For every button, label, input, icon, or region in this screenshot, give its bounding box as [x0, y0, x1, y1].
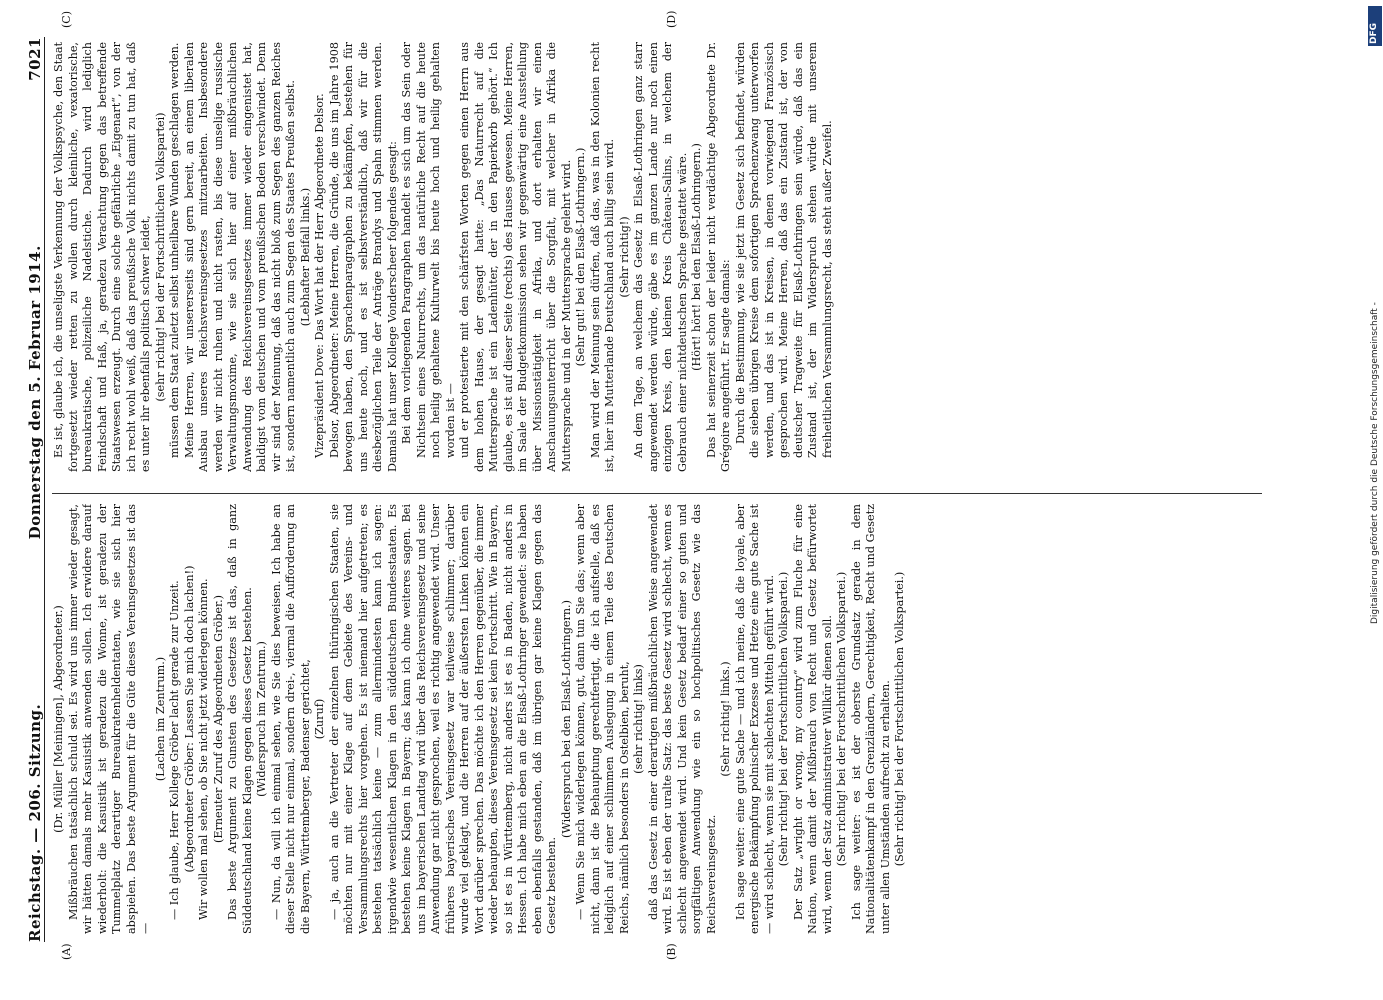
- interjection: (Sehr richtig! bei der Fortschrittlichen Volkspartei.): [777, 571, 790, 867]
- margin-letter-d: (D): [665, 10, 678, 28]
- paragraph: Mißbräuchen tatsächlich schuld sei. Es wird uns immer wieder gesagt, wir hätten damals mehr Kasuistik anwenden sollen. Ich erwidere darauf wiederholt: die Kasuistik ist geradezu die Wonne, ist geradezu der Tummelplatz derartiger Bureaukratenheldentaten, wie sie sich hier abspielen. Das beste Argument für die Güte dieses Vereinsgesetzes ist das —: [66, 504, 152, 934]
- paragraph: — ja, auch an die Vertreter der einzelnen thüringischen Staaten, sie möchten nur mit einer Klage auf dem Gebiete des Vereins- und Versammlungsrechts hier vorgehen. Es ist niemand hier aufgetreten; es bestehen tatsächlich keine — zum allermindesten kann ich sagen: irgendwie wesentlichen Klagen in den süddeutschen Bundesstaaten. Es bestehen keine Klagen in Bayern; das kann ich ohne weiteres sagen. Bei uns im bayerischen Landtag wird über das Reichsvereinsgesetz und seine Anwendung gar nicht gesprochen, weil es richtig angewendet wird. Unser früheres bayerisches Vereinsgesetz war teilweise schlimmer; darüber wurde viel geklagt, und die Herren auf der äußersten Linken können ein Wort darüber sprechen. Das möchte ich den Herren gegenüber, die immer wieder behaupten, dieses Vereinsgesetz sei kein Fortschritt. Wie in Bayern, so ist es in Württemberg, nicht anders ist es in Baden, nicht anders in Hessen. Ich habe mich eben an die Elsaß-Lothringer gewendet: sie haben eben ebenfalls gestanden, daß im übrigen gar keine Klagen gegen das Gesetz bestehen.: [327, 504, 558, 934]
- quotation: Durch die Bestimmung, wie sie jetzt im Gesetz sich befindet, würden die sieben übrigen Kreise dem sofortigen Sprachenzwang unterworfen werden, und das ist in Kreisen, in denen vorwiegend Französisch gesprochen wird. Meine Herren, daß das ein Zustand ist, der von deutscher Tragweite für Elsaß-Lothringen sein würde, daß das ein Zustand ist, der im Widerspruch stehen würde mit unserem freiheitlichen Versammlungsrecht, das steht außer Zweifel.: [733, 42, 834, 458]
- quotation: Bei dem vorliegenden Paragraphen handelt es sich um das Sein oder Nichtsein eines Naturrechts, um das natürliche Recht auf die heute noch heilig gehaltene Kulturwelt bis heute hoch und heilig gehalten worden ist —: [400, 42, 457, 458]
- paragraph: Ich sage weiter: eine gute Sache — und ich meine, daß die loyale, aber energische Bekämpfung polnischer Exzesse und Hetze eine gute Sache ist — wird schlecht, wenn sie mit schlechten Mitteln geführt wird.: [733, 504, 776, 934]
- interjection: (Sehr richtig!): [617, 216, 631, 298]
- paragraph: müssen dem Staat zuletzt selbst unheilbare Wunden geschlagen werden.: [168, 42, 181, 458]
- paragraph: Das hat seinerzeit schon der leider nicht verdächtige Abgeordnete Dr. Grégoire angeführt. Er sagte damals:: [704, 42, 732, 472]
- margin-letter-c: (C): [60, 11, 73, 28]
- paragraph: — Wenn Sie mich widerlegen können, gut, dann tun Sie das; wenn aber nicht, dann ist die Behauptung gerechtfertigt, die ich aufstelle, daß es lediglich auf einer schlimmen Auslegung in einem Teile des Deutschen Reichs, nämlich besonders in Ostelbien, beruht,: [574, 504, 631, 934]
- margin-letter-b: (B): [665, 943, 678, 960]
- paragraph: Das beste Argument zu Gunsten des Gesetzes ist das, daß in ganz Süddeutschland keine Klagen gegen dieses Gesetz bestehen.: [226, 504, 254, 934]
- interjection: (Lachen im Zentrum.): [153, 656, 167, 782]
- interjection: (Widerspruch im Zentrum.): [255, 641, 268, 797]
- interjection: (Erneuter Zuruf des Abgeordneten Gröber.): [211, 594, 225, 844]
- speaker-note: (Dr. Müller [Meiningen], Abgeordneter.): [52, 605, 65, 833]
- paragraph: Man wird der Meinung sein dürfen, daß das, was in den Kolonien recht ist, hier im Mutterlande Deutschland auch billig sein wird.: [588, 42, 616, 472]
- interjection: (sehr richtig! bei der Fortschrittlichen Volkspartei): [153, 112, 167, 402]
- interjection: (Sehr richtig! links.): [719, 661, 732, 777]
- interjection: (Sehr richtig! bei der Fortschrittlichen Volkspartei.): [835, 571, 848, 867]
- interjection: (Hört! hört! bei den Elsaß-Lothringern.): [690, 143, 703, 371]
- header-date: Donnerstag den 5. Februar 1914.: [26, 245, 44, 540]
- dfg-logo-text: DFG: [1369, 22, 1379, 44]
- paragraph: und er protestierte mit den schärfsten Worten gegen einen Herrn aus dem hohen Hause, der gesagt hatte: „Das Naturrecht auf die Muttersprache ist ein Ladenhüter, der in den Papierkorb gehört.“ Ich glaube, es ist auf dieser Seite (rechts) des Hauses gewesen. Meine Herren, im Saale der Budgetkommission sehen wir gegenwärtig eine Ausstellung über Missionstätigkeit in Afrika, und dort erhalten wir einen Anschauungsunterricht über die Sorgfalt, mit welcher in Afrika die Muttersprache und in der Muttersprache gelehrt wird.: [458, 42, 573, 472]
- paragraph: Vizepräsident Dove: Das Wort hat der Herr Abgeordnete Delsor.: [313, 93, 326, 458]
- right-column: [52, 42, 1267, 472]
- margin-letter-a: (A): [60, 943, 73, 960]
- digitization-footer: [1368, 10, 1382, 990]
- paragraph: Ich sage weiter: es ist der oberste Grundsatz gerade in dem Nationalitätenkampf in den Grenzländern, Gerechtigkeit, Recht und Gesetz unter allen Umständen aufrecht zu erhalten.: [849, 504, 892, 934]
- interjection: (sehr richtig! links): [632, 664, 645, 774]
- paragraph: — Nun, da will ich einmal sehen, wie Sie dies beweisen. Ich habe an dieser Stelle nicht nur einmal, sondern drei-, viermal die Aufforderung an die Bayern, Württemberger, Badenser gerichtet,: [269, 504, 312, 934]
- left-column: [52, 504, 1267, 934]
- paragraph: Der Satz „wright or wrong, my country“ wird zum Fluche für eine Nation, wenn damit der Mißbrauch von Recht und Gesetz befürwortet wird, wenn der Satz administrativer Willkür dienen soll.: [791, 504, 834, 934]
- interjection: (Sehr richtig! bei der Fortschrittlichen Volkspartei.): [893, 571, 906, 867]
- paragraph: — Ich glaube, Herr Kollege Gröber lacht gerade zur Unzeit.: [168, 580, 181, 920]
- page-number: 7021: [26, 37, 44, 81]
- paragraph: Es ist, glaube ich, die unseligste Verkennung der Volkspsyche, den Staat fortgesetzt wieder retten zu wollen durch kleinliche, vexatorische, bureaukratische, polizeiliche Nadelstiche. Dadurch wird lediglich Feindschaft und Haß, ja, geradezu Verachtung gegen das betreffende Staatswesen erzeugt. Durch eine solche gefährliche „Eigenart“, von der ich recht wohl weiß, daß das preußische Volk nichts damit zu tun hat, daß es unter ihr ebenfalls politisch schwer leidet,: [52, 42, 152, 472]
- column-divider: [52, 493, 1262, 494]
- interjection: (Abgeordneter Gröber: Lassen Sie mich doch lachen!): [182, 565, 196, 873]
- footer-text: Digitalisierung gefördert durch die Deutsche Forschungsgemeinschaft -: [1370, 302, 1380, 624]
- interjection: (Zuruf): [313, 698, 326, 740]
- interjection: (Lebhafter Beifall links.): [298, 187, 312, 327]
- paragraph: Wir wollen mal sehen, ob Sie nicht jetzt widerlegen können.: [197, 578, 210, 920]
- header-left: Reichstag. — 206. Sitzung.: [26, 703, 44, 942]
- paragraph: An dem Tage, an welchem das Gesetz in Elsaß-Lothringen ganz starr angewendet werden würde, gäbe es im ganzen Lande nur noch einen einzigen Kreis, den kleinen Kreis Château-Salins, in welchem der Gebrauch einer nichtdeutschen Sprache gestattet wäre.: [632, 42, 689, 472]
- paragraph: daß das Gesetz in einer derartigen mißbräuchlichen Weise angewendet wird. Es ist eben der uralte Satz: das beste Gesetz wird schlecht, wenn es schlecht angewendet wird. Und kein Gesetz bedarf einer so guten und sorgfältigen Anwendung wie ein so hochpolitisches Gesetz wie das Reichsvereinsgesetz.: [646, 504, 718, 934]
- paragraph: Meine Herren, wir unsererseits sind gern bereit, an einem liberalen Ausbau unseres Reichsvereinsgesetzes mitzuarbeiten. Insbesondere werden wir nicht ruhen und nicht rasten, bis diese unselige russische Verwaltungsmoxime, wie sie sich hier auf einer mißbräuchlichen Anwendung des Reichsvereinsgesetzes immer wieder eingenistet hat, baldigst vom deutschen und vom preußischen Boden verschwindet. Denn wir sind der Meinung, daß das nicht bloß zum Segen des ganzen Reiches ist, sondern namentlich auch zum Segen des Staates Preußen selbst.: [182, 42, 297, 472]
- running-header: [18, 37, 45, 942]
- interjection: (Sehr gut! bei den Elsaß-Lothringern.): [574, 147, 587, 367]
- paragraph: Delsor, Abgeordneter: Meine Herren, die Gründe, die uns im Jahre 1908 bewogen haben, den Sprachenparagraphen zu bekämpfen, bestehen für uns heute noch, und es ist selbstverständlich, daß wir für die diesbezüglichen Teile der Anträge Brandys und Spahn stimmen werden. Damals hat unser Kollege Vonderscheer folgendes gesagt:: [327, 42, 399, 472]
- interjection: (Widerspruch bei den Elsaß-Lothringern.): [559, 600, 573, 838]
